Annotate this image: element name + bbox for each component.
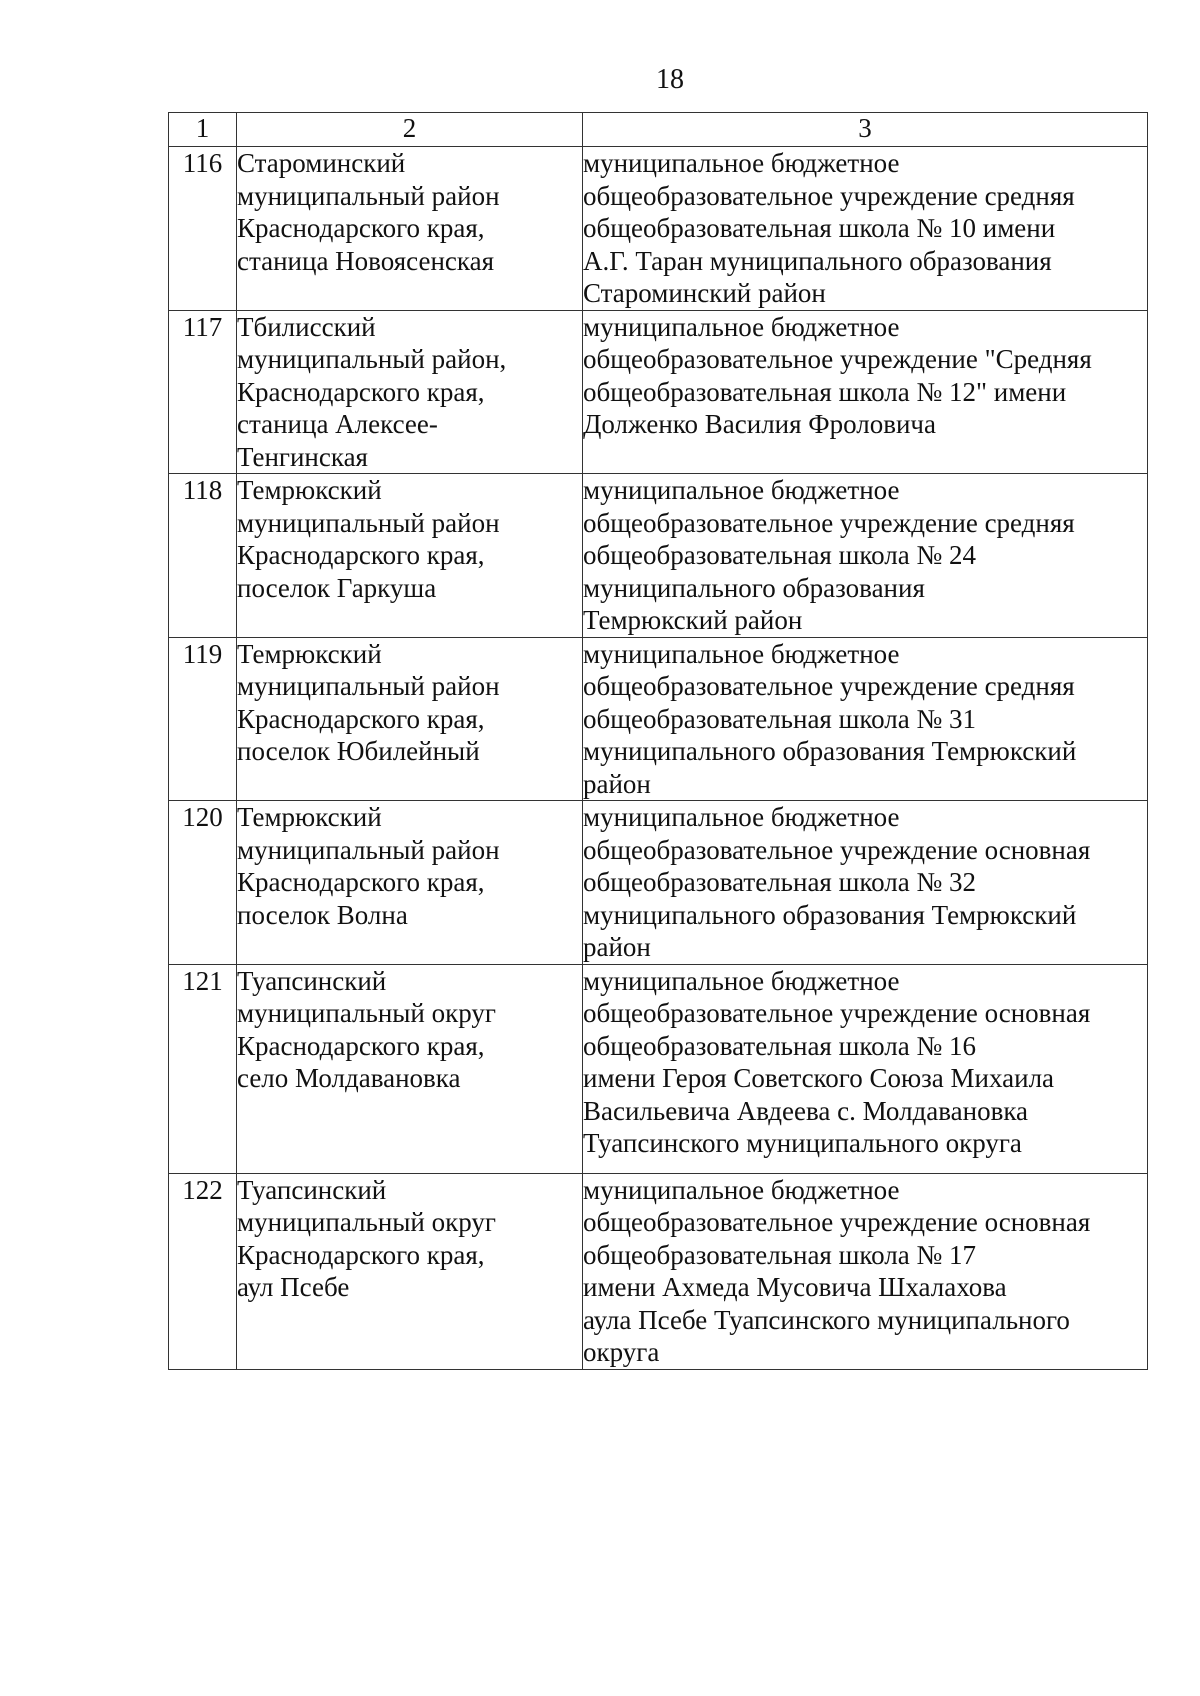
region-cell: [237, 474, 583, 638]
organization-line: муниципальное бюджетное: [583, 475, 900, 505]
organization-line: общеобразовательное учреждение "Средняя: [583, 344, 1092, 374]
region-line: Тбилисский: [237, 311, 376, 342]
region-cell: [237, 964, 583, 1173]
table-body: [169, 147, 1148, 1370]
organization-cell: [583, 1173, 1148, 1369]
organization-cell: [583, 964, 1148, 1173]
organization-line: муниципальное бюджетное: [583, 1174, 900, 1205]
organization-line: общеобразовательное учреждение средняя: [583, 180, 1075, 211]
organization-cell: [583, 637, 1148, 801]
region-line: поселок Юбилейный: [237, 736, 480, 766]
row-number: 122: [169, 1173, 237, 1369]
region-line: Темрюкский: [237, 475, 382, 505]
organization-line: муниципальное бюджетное: [583, 802, 900, 832]
region-cell: [237, 147, 583, 311]
region-line: Краснодарского края,: [237, 1239, 485, 1270]
organization-line: общеобразовательная школа № 32: [583, 867, 976, 897]
column-header-organization: 3: [583, 113, 1148, 147]
region-line: муниципальный округ: [237, 998, 496, 1028]
region-line: муниципальный округ: [237, 1207, 496, 1237]
region-line: Краснодарского края,: [237, 703, 485, 734]
organization-line: муниципального образования: [583, 572, 925, 603]
table-row: [169, 310, 1148, 474]
organization-line: Туапсинского муниципального округа: [583, 1128, 1022, 1158]
organization-cell: [583, 474, 1148, 638]
organization-line: муниципального образования Темрюкский: [583, 899, 1077, 930]
region-line: Туапсинский: [237, 965, 387, 996]
region-cell: [237, 637, 583, 801]
region-line: муниципальный район: [237, 507, 500, 538]
region-line: Краснодарского края,: [237, 867, 485, 897]
table-header-row: [169, 113, 1148, 147]
region-line: Тенгинская: [237, 441, 368, 472]
organization-line: район: [583, 932, 651, 962]
schools-table: [168, 112, 1148, 1370]
region-line: поселок Волна: [237, 899, 408, 930]
region-line: станица Алексее-: [237, 409, 438, 439]
table-row: [169, 1173, 1148, 1369]
organization-line: общеобразовательное учреждение основная: [583, 1207, 1091, 1237]
region-line: Краснодарского края,: [237, 540, 485, 570]
organization-line: общеобразовательная школа № 10 имени: [583, 213, 1056, 243]
row-number: 116: [169, 147, 237, 311]
organization-line: общеобразовательное учреждение средняя: [583, 671, 1075, 701]
organization-line: общеобразовательное учреждение основная: [583, 998, 1091, 1028]
row-number: 119: [169, 637, 237, 801]
organization-line: Темрюкский район: [583, 605, 803, 635]
region-line: село Молдавановка: [237, 1063, 461, 1093]
organization-line: общеобразовательная школа № 16: [583, 1030, 976, 1061]
region-line: Краснодарского края,: [237, 213, 485, 243]
organization-line: общеобразовательная школа № 17: [583, 1239, 976, 1270]
region-line: станица Новоясенская: [237, 245, 494, 276]
organization-line: имени Ахмеда Мусовича Шхалахова: [583, 1272, 1007, 1302]
organization-line: имени Героя Советского Союза Михаила: [583, 1063, 1055, 1093]
organization-line: Долженко Василия Фроловича: [583, 409, 936, 439]
organization-line: округа: [583, 1337, 660, 1367]
organization-line: общеобразовательное учреждение средняя: [583, 507, 1075, 538]
organization-line: общеобразовательная школа № 24: [583, 540, 976, 570]
organization-line: общеобразовательная школа № 12" имени: [583, 376, 1067, 407]
organization-line: муниципального образования Темрюкский: [583, 736, 1077, 766]
region-line: муниципальный район: [237, 180, 500, 211]
table-row: [169, 637, 1148, 801]
table-row: [169, 474, 1148, 638]
region-line: Краснодарского края,: [237, 1030, 485, 1061]
table-row: [169, 964, 1148, 1173]
region-cell: [237, 310, 583, 474]
organization-line: муниципальное бюджетное: [583, 965, 900, 996]
region-line: Краснодарского края,: [237, 376, 485, 407]
region-cell: [237, 1173, 583, 1369]
region-line: аул Псебе: [237, 1272, 350, 1302]
table-row: [169, 801, 1148, 965]
region-line: поселок Гаркуша: [237, 572, 437, 603]
organization-cell: [583, 310, 1148, 474]
region-line: Туапсинский: [237, 1174, 387, 1205]
region-line: Темрюкский: [237, 638, 382, 669]
organization-line: аула Псебе Туапсинского муниципального: [583, 1304, 1070, 1335]
row-number: 120: [169, 801, 237, 965]
organization-line: А.Г. Таран муниципального образования: [583, 245, 1052, 276]
region-line: муниципальный район: [237, 671, 500, 701]
column-header-number: 1: [169, 113, 237, 147]
organization-line: муниципальное бюджетное: [583, 148, 900, 178]
organization-line: район: [583, 768, 651, 799]
organization-line: муниципальное бюджетное: [583, 311, 900, 342]
organization-line: муниципальное бюджетное: [583, 638, 900, 669]
region-line: Староминский: [237, 148, 406, 178]
row-number: 121: [169, 964, 237, 1173]
region-line: муниципальный район: [237, 834, 500, 865]
region-cell: [237, 801, 583, 965]
organization-cell: [583, 801, 1148, 965]
row-number: 117: [169, 310, 237, 474]
row-number: 118: [169, 474, 237, 638]
region-line: муниципальный район,: [237, 344, 507, 374]
page-number: 18: [656, 64, 684, 95]
region-line: Темрюкский: [237, 802, 382, 832]
organization-line: Васильевича Авдеева с. Молдавановка: [583, 1095, 1029, 1126]
organization-line: Староминский район: [583, 278, 826, 308]
organization-line: общеобразовательное учреждение основная: [583, 834, 1091, 865]
column-header-region: 2: [237, 113, 583, 147]
table-row: [169, 147, 1148, 311]
organization-line: общеобразовательная школа № 31: [583, 703, 976, 734]
organization-cell: [583, 147, 1148, 311]
